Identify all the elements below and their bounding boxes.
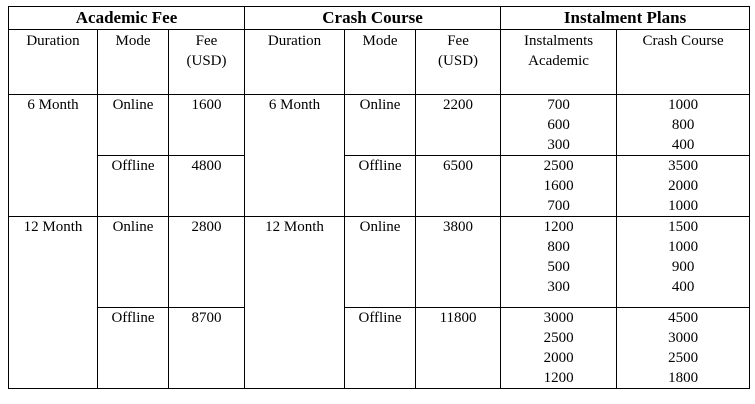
crash-course-heading: Crash Course — [245, 7, 501, 30]
plan-amount: 3000 — [543, 310, 574, 326]
crash-fee-cell: 6500 — [416, 156, 501, 217]
crash-duration-header: Duration — [245, 30, 345, 95]
crash-mode-cell: Offline — [345, 156, 416, 217]
instalments-academic-header — [501, 30, 617, 95]
academic-fee-heading: Academic Fee — [9, 7, 245, 30]
mode-cell: Online — [98, 95, 169, 156]
table-row — [9, 308, 750, 389]
academic-fee-cell: 8700 — [169, 308, 245, 389]
plan-academic-cell — [501, 217, 617, 308]
plan-amount: 1000 — [668, 97, 699, 113]
plan-amount: 3000 — [668, 330, 699, 346]
instalments-header-line2: Academic — [528, 53, 589, 69]
crash-duration-cell-12m: 12 Month — [245, 217, 345, 389]
plan-amount: 2500 — [543, 158, 574, 174]
crash-fee-cell: 11800 — [416, 308, 501, 389]
plan-amount: 900 — [671, 259, 695, 275]
fee-header-line2: (USD) — [438, 53, 479, 69]
plan-academic-cell — [501, 95, 617, 156]
mode-cell: Offline — [98, 308, 169, 389]
plan-amount: 4500 — [668, 310, 699, 326]
instalment-plans-heading: Instalment Plans — [501, 7, 750, 30]
academic-fee-cell: 1600 — [169, 95, 245, 156]
plan-amount: 3500 — [668, 158, 699, 174]
plan-amount: 1600 — [543, 178, 574, 194]
plan-amount: 1200 — [543, 219, 574, 235]
plan-crash-cell — [617, 308, 750, 389]
fee-table — [8, 6, 750, 389]
plan-amount: 1000 — [668, 239, 699, 255]
table-row — [9, 95, 750, 156]
group-header-row — [9, 7, 750, 30]
plan-crash-cell — [617, 95, 750, 156]
crash-mode-cell: Online — [345, 217, 416, 308]
crash-fee-cell: 2200 — [416, 95, 501, 156]
plan-amount: 2000 — [668, 178, 699, 194]
academic-mode-header: Mode — [98, 30, 169, 95]
plan-amount: 500 — [547, 259, 570, 275]
plan-amount: 1800 — [668, 370, 699, 386]
plan-amount: 300 — [547, 137, 570, 153]
crash-mode-cell: Online — [345, 95, 416, 156]
plan-amount: 800 — [547, 239, 570, 255]
crash-fee-header — [416, 30, 501, 95]
table-row — [9, 217, 750, 308]
instalments-crash-header: Crash Course — [617, 30, 750, 95]
crash-mode-header: Mode — [345, 30, 416, 95]
crash-fee-cell: 3800 — [416, 217, 501, 308]
plan-crash-cell — [617, 156, 750, 217]
plan-amount: 2000 — [543, 350, 574, 366]
plan-academic-cell — [501, 156, 617, 217]
plan-amount: 1500 — [668, 219, 699, 235]
duration-cell-12m: 12 Month — [9, 217, 98, 389]
plan-amount: 700 — [547, 198, 570, 214]
plan-amount: 300 — [547, 279, 570, 295]
plan-amount: 800 — [671, 117, 695, 133]
mode-cell: Offline — [98, 156, 169, 217]
crash-mode-cell: Offline — [345, 308, 416, 389]
plan-amount: 400 — [671, 279, 695, 295]
fee-header-line2: (USD) — [186, 53, 227, 69]
plan-amount: 1000 — [668, 198, 699, 214]
plan-amount: 700 — [547, 97, 570, 113]
column-header-row — [9, 30, 750, 95]
plan-crash-cell — [617, 217, 750, 308]
academic-fee-cell: 4800 — [169, 156, 245, 217]
mode-cell: Online — [98, 217, 169, 308]
crash-duration-cell-6m: 6 Month — [245, 95, 345, 217]
duration-cell-6m: 6 Month — [9, 95, 98, 217]
fee-header-line1: Fee — [447, 33, 469, 49]
plan-amount: 1200 — [543, 370, 574, 386]
table-row — [9, 156, 750, 217]
plan-academic-cell — [501, 308, 617, 389]
plan-amount: 2500 — [668, 350, 699, 366]
plan-amount: 600 — [547, 117, 570, 133]
academic-fee-cell: 2800 — [169, 217, 245, 308]
instalments-header-line1: Instalments — [523, 33, 594, 49]
plan-amount: 400 — [671, 137, 695, 153]
academic-duration-header: Duration — [9, 30, 98, 95]
plan-amount: 2500 — [543, 330, 574, 346]
academic-fee-header — [169, 30, 245, 95]
fee-header-line1: Fee — [195, 33, 218, 49]
